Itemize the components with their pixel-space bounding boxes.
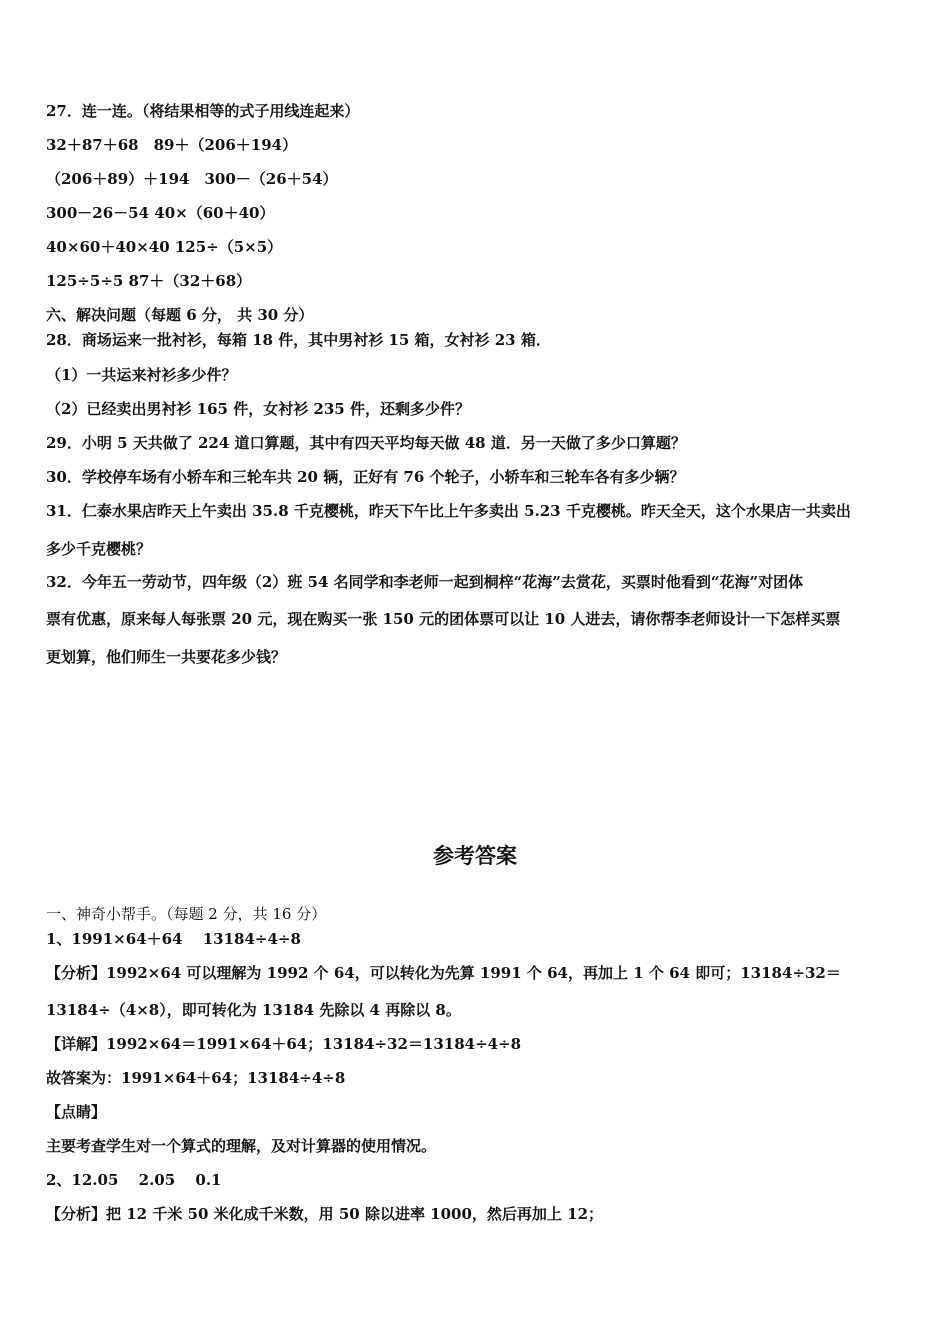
answer-1-comment: 主要考查学生对一个算式的理解，及对计算器的使用情况。: [46, 1137, 437, 1155]
question-32-line-2: 票有优惠，原来每人每张票 20 元，现在购买一张 150 元的团体票可以让 10 人进去，请你帮李老师设计一下怎样买票: [46, 610, 841, 628]
answer-1-comment-label: 【点睛】: [46, 1103, 107, 1121]
q27-row-1: 32＋87＋68 89＋（206＋194）: [46, 136, 298, 154]
answer-1-conclusion: 故答案为：1991×64＋64；13184÷4÷8: [46, 1069, 346, 1087]
answer-1-analysis-line-1: 【分析】1992×64 可以理解为 1992 个 64，可以转化为先算 1991 个 64，再加上 1 个 64 即可；13184÷32＝: [46, 964, 841, 982]
question-32-line-3: 更划算，他们师生一共要花多少钱？: [46, 648, 287, 666]
answers-title: 参考答案: [433, 844, 517, 868]
question-31-line-2: 多少千克樱桃？: [46, 540, 152, 558]
question-28: 28．商场运来一批衬衫，每箱 18 件，其中男衬衫 15 箱，女衬衫 23 箱．: [46, 331, 551, 349]
question-28-part-2: （2）已经卖出男衬衫 165 件，女衬衫 235 件，还剩多少件？: [46, 400, 470, 418]
question-29: 29．小明 5 天共做了 224 道口算题，其中有四天平均每天做 48 道．另一天做了多少口算题？: [46, 434, 686, 452]
answer-2-analysis: 【分析】把 12 千米 50 米化成千米数，用 50 除以进率 1000，然后再加上 12；: [46, 1205, 604, 1223]
q27-row-5: 125÷5÷5 87＋（32＋68）: [46, 272, 252, 290]
question-28-part-1: （1）一共运来衬衫多少件？: [46, 366, 237, 384]
question-27-heading: 27．连一连。（将结果相等的式子用线连起来）: [46, 102, 360, 120]
question-30: 30．学校停车场有小轿车和三轮车共 20 辆，正好有 76 个轮子，小轿车和三轮车各有多少辆？: [46, 468, 685, 486]
answer-1-analysis-line-2: 13184÷（4×8），即可转化为 13184 先除以 4 再除以 8。: [46, 1001, 461, 1019]
question-31-line-1: 31．仁泰水果店昨天上午卖出 35.8 千克樱桃，昨天下午比上午多卖出 5.23 千克樱桃。昨天全天，这个水果店一共卖出: [46, 502, 851, 520]
answer-1: 1、1991×64＋64 13184÷4÷8: [46, 930, 301, 948]
q27-row-2: （206＋89）＋194 300－（26＋54）: [46, 170, 338, 188]
q27-row-3: 300－26－54 40×（60＋40）: [46, 204, 275, 222]
answer-2: 2、12.05 2.05 0.1: [46, 1171, 222, 1189]
q27-row-4: 40×60＋40×40 125÷（5×5）: [46, 238, 283, 256]
answers-section-1-heading: 一、神奇小帮手。（每题 2 分，共 16 分）: [46, 905, 327, 923]
question-32-line-1: 32．今年五一劳动节，四年级（2）班 54 名同学和李老师一起到桐梓“花海”去赏花，买票时他看到“花海”对团体: [46, 573, 804, 591]
section-6-heading: 六、解决问题（每题 6 分， 共 30 分）: [46, 306, 314, 324]
answer-1-detail: 【详解】1992×64＝1991×64＋64；13184÷32＝13184÷4÷8: [46, 1035, 522, 1053]
